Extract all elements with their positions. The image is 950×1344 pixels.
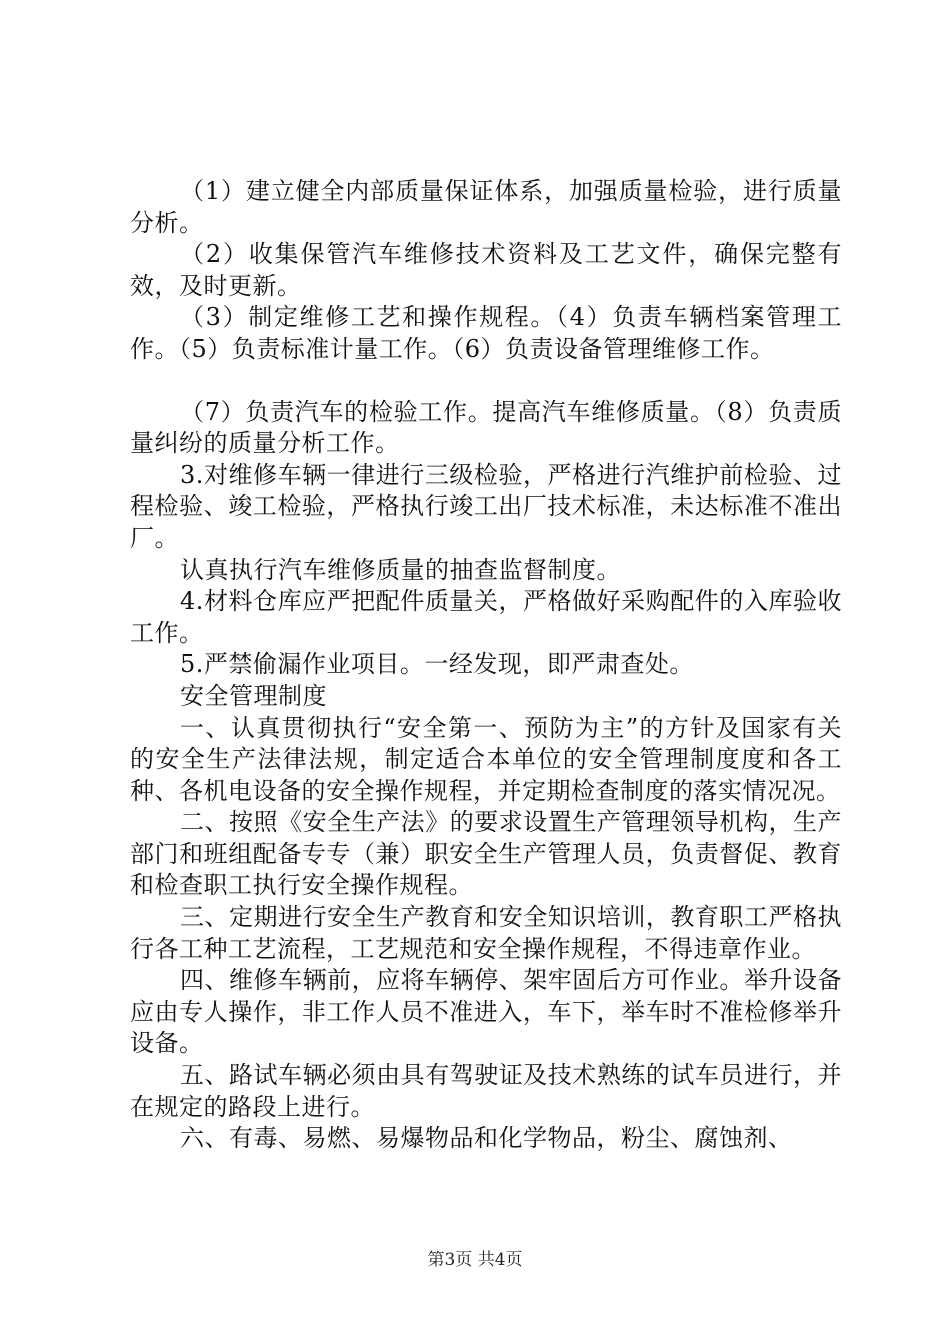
paragraph-11: 三、定期进行安全生产教育和安全知识培训，教育职工严格执行各工种工艺流程，工艺规范和安全操作规程，不得违章作业。 [130,903,842,963]
page-footer: 第3页 共4页 [427,1250,523,1270]
paragraph-2: （2）收集保管汽车维修技术资料及工艺文件，确保完整有效，及时更新。 [130,240,842,300]
paragraph-1: （1）建立健全内部质量保证体系，加强质量检验，进行质量分析。 [130,177,842,237]
paragraph-14: 六、有毒、易燃、易爆物品和化学物品，粉尘、腐蚀剂、 [180,1124,793,1153]
paragraph-4: （7）负责汽车的检验工作。提高汽车维修质量。（8）负责质量纠纷的质量分析工作。 [130,397,842,458]
paragraph-3: （3）制定维修工艺和操作规程。（4）负责车辆档案管理工作。（5）负责标准计量工作。（6）负责设备管理维修工作。 [130,303,842,363]
paragraph-9: 一、认真贯彻执行“安全第一、预防为主”的方针及国家有关的安全生产法律法规，制定适合本单位的安全管理制度度和各工种、各机电设备的安全操作规程，并定期检查制度的落实情况况。 [130,713,842,805]
paragraph-7: 4.材料仓库应严把配件质量关，严格做好采购配件的入库验收工作。 [130,587,842,647]
paragraph-13: 五、路试车辆必须由具有驾驶证及技术熟练的试车员进行，并在规定的路段上进行。 [130,1061,842,1121]
paragraph-5: 3.对维修车辆一律进行三级检验，严格进行汽维护前检验、过程检验、竣工检验，严格执行竣工出厂技术标准，未达标准不准出厂。 [130,460,842,552]
section-heading: 安全管理制度 [180,681,327,710]
paragraph-12: 四、维修车辆前，应将车辆停、架牢固后方可作业。举升设备应由专人操作，非工作人员不准进入，车下，举车时不准检修举升设备。 [130,966,842,1058]
document-body [130,176,842,1155]
paragraph-6: 认真执行汽车维修质量的抽查监督制度。 [180,555,621,584]
paragraph-8: 5.严禁偷漏作业项目。一经发现，即严肃查处。 [180,650,694,679]
paragraph-10: 二、按照《安全生产法》的要求设置生产管理领导机构，生产部门和班组配备专专（兼）职安全生产管理人员，负责督促、教育和检查职工执行安全操作规程。 [130,808,842,900]
